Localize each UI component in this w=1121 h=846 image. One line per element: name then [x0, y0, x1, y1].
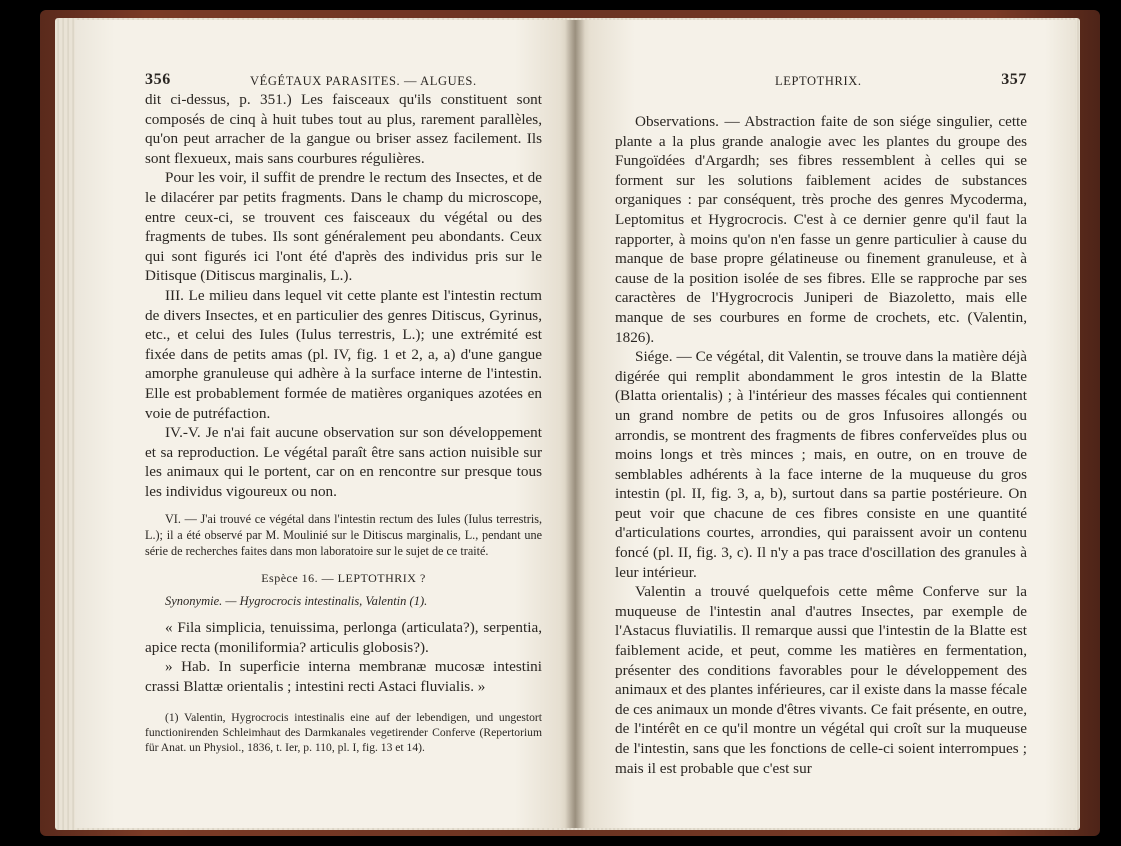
latin-habitat: » Hab. In superficie interna membranæ mucosæ intestini crassi Blattæ orientalis ; intestini recti Astaci fluvialis. »	[145, 658, 542, 695]
note-paragraph: VI. — J'ai trouvé ce végétal dans l'intestin rectum des Iules (Iulus terrestris, L.); il a été observé par M. Moulinié sur le Ditiscus marginalis, L., pendant une série de recherches faites dans mon laboratoire sur le sujet de ce traité.	[145, 512, 542, 559]
paragraph: Observations. — Abstraction faite de son siége singulier, cette plante a la plus grande analogie avec les plantes du groupe des Fungoïdées d'Argardh; ses fibres ressemblent à celles qui se forment sur les solutions faiblement acides de substances organiques : par conséquent, très proche des genres Mycoderma, Leptomitus et Hygrocrocis. C'est à ce dernier genre qu'il faut la rapporter, à moins qu'on n'en fasse un genre particulier à cause du manque de base propre gélatineuse ou finement granuleuse, et à cause de la position isolée de ses fibres. Elle se rapproche par ses caractères de l'Hygrocrocis Juniperi de Biazoletto, mais elle manque de ses courbures en forme de crochets, etc. (Valentin, 1826).	[615, 113, 1027, 346]
right-body-text	[615, 112, 1027, 778]
page-number: 356	[145, 71, 171, 88]
footnote: (1) Valentin, Hygrocrocis intestinalis eine auf der lebendigen, und ungestort functionirenden Schleimhaut des Darmkanales vegetirender Conferve (Repertorium für Anat. un Physiol., 1836, t. Ier, p. 110, pl. I, fig. 13 et 14).	[145, 711, 542, 755]
book-gutter	[565, 20, 585, 828]
synonymy: Synonymie. — Hygrocrocis intestinalis, Valentin (1).	[165, 594, 428, 609]
right-page	[575, 20, 1075, 828]
page-number: 357	[1001, 71, 1027, 88]
running-head-title: LEPTOTHRIX.	[775, 74, 862, 88]
paragraph: Valentin a trouvé quelquefois cette même Conferve sur la muqueuse de l'intestin anal d'autres Insectes, par exemple de l'Astacus fluviatilis. Il remarque aussi que l'intestin de la Blatte est faiblement acide, et peut, comme les matières en fermentation, présenter des conditions favorables pour le développement des animaux et des plantes inférieures, car il existe dans la masse fécale de ces animaux un monde d'êtres vivants. Ce fait présente, en outre, de l'intérêt en ce qu'il montre un végétal qui croît sur la muqueuse de l'intestin, sans que les fonctions de celle-ci soient interrompues ; mais il est probable que c'est sur	[615, 583, 1027, 777]
paragraph: III. Le milieu dans lequel vit cette plante est l'intestin rectum de divers Insectes, et en particulier des genres Ditiscus, Gyrinus, etc., et celui des Iules (Iulus terrestris, L.); une extrémité est fixée dans de petits amas (pl. IV, fig. 1 et 2, a, a) d'une gangue amorphe granuleuse qui adhère à la surface interne de l'intestin. Elle est probablement formée de matières organiques azotées en voie de putréfaction.	[145, 286, 542, 422]
latin-diagnosis: « Fila simplicia, tenuissima, perlonga (articulata?), serpentia, apice recta (moniliformia? articulis globosis?).	[145, 619, 542, 656]
left-page	[75, 20, 575, 828]
paragraph: Siége. — Ce végétal, dit Valentin, se trouve dans la matière déjà digérée qui remplit abondamment le gros intestin de la Blatte (Blatta orientalis) ; à l'intérieur des masses fécales qui contiennent un grand nombre de petits ou de gros Infusoires allongés ou arrondis, se montrent des fragments de fibres conferveïdes plus ou moins longs et très minces ; mais, en outre, on en trouve de semblables adhérents à la face interne de la muqueuse du gros intestin (pl. II, fig. 3, a, b), surtout dans sa partie postérieure. On peut voir que chacune de ces fibres consiste en une quantité d'articulations courtes, arrondies, qui paraissent avoir un contenu foncé (pl. II, fig. 3, c). Il n'y a pas trace d'oscillation des granules à leur intérieur.	[615, 348, 1027, 581]
running-head-title: VÉGÉTAUX PARASITES. — ALGUES.	[250, 74, 477, 88]
paragraph: IV.-V. Je n'ai fait aucune observation sur son développement et sa reproduction. Le végétal paraît être sans action nuisible sur les animaux qui le portent, car on en rencontre sur presque tous les individus vigoureux ou non.	[145, 424, 542, 500]
paragraph: dit ci-dessus, p. 351.) Les faisceaux qu'ils constituent sont composés de cinq à huit tubes tout au plus, rarement parallèles, qu'on peut arracher de la gangue ou briser assez facilement. Ils sont flexueux, mais sans courbures régulières.	[145, 91, 542, 167]
paragraph: Pour les voir, il suffit de prendre le rectum des Insectes, et de le dilacérer par petits fragments. Dans le champ du microscope, entre ceux-ci, se trouvent ces faisceaux du végétal ou des fragments de tubes. Ils sont généralement peu abondants. Ceux qui sont figurés ici l'ont été d'après des individus pris sur le Ditisque (Ditiscus marginalis, L.).	[145, 169, 542, 285]
species-heading: Espèce 16. — LEPTOTHRIX ?	[261, 571, 426, 586]
left-body-text	[145, 90, 542, 755]
